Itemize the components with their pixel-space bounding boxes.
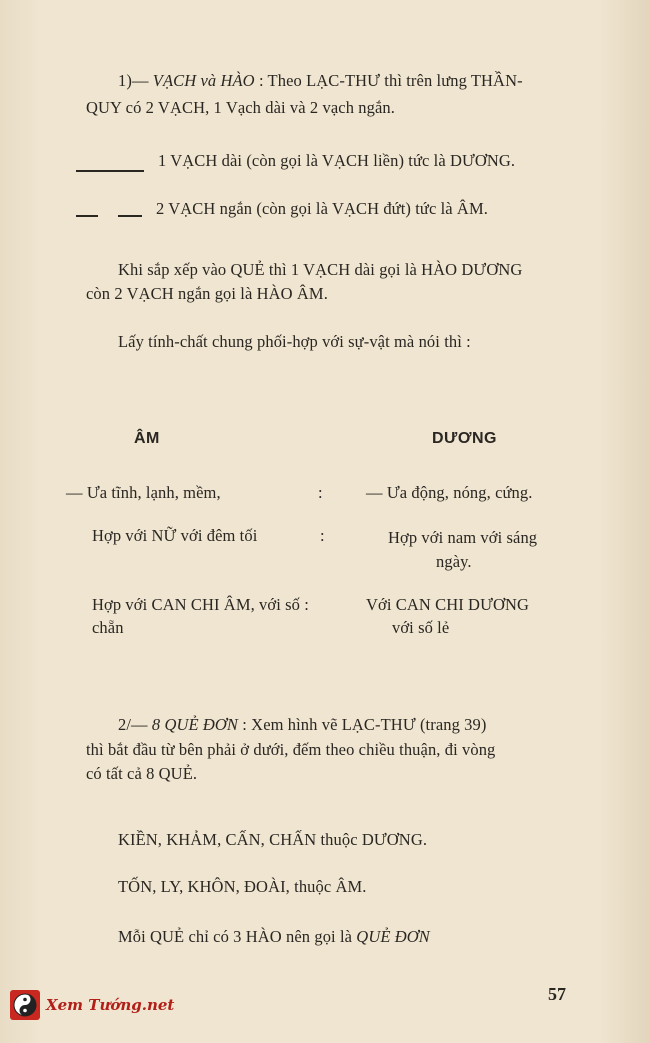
section1-heading: VẠCH và HÀO bbox=[152, 71, 255, 90]
long-line-symbol bbox=[76, 170, 144, 172]
para1-line1: Khi sắp xếp vào QUẺ thì 1 VẠCH dài gọi là HÀO DƯƠNG bbox=[118, 260, 523, 279]
row1-duong: — Ưa động, nóng, cứng. bbox=[366, 483, 533, 502]
short-line-symbol-1 bbox=[76, 215, 98, 217]
row2-am: Hợp với NỮ với đêm tối bbox=[92, 526, 258, 545]
section2-text: : Xem hình vẽ LẠC-THƯ (trang 39) bbox=[242, 715, 487, 734]
row3-duong-line1: Với CAN CHI DƯƠNG bbox=[366, 595, 530, 614]
para1-line2: còn 2 VẠCH ngắn gọi là HÀO ÂM. bbox=[86, 284, 328, 303]
watermark-text: Xem Tướng.net bbox=[46, 996, 175, 1014]
section2-line1 bbox=[118, 714, 486, 736]
row2-duong-line1: Hợp với nam với sáng bbox=[388, 528, 538, 547]
row1-am: — Ưa tĩnh, lạnh, mềm, bbox=[66, 483, 221, 502]
page-number: 57 bbox=[548, 984, 566, 1004]
row2-duong-line2: ngày. bbox=[436, 552, 472, 571]
row1-colon: : bbox=[318, 483, 323, 502]
row3-am-line1: Hợp với CAN CHI ÂM, với số : bbox=[92, 595, 309, 614]
column-heading-duong: DƯƠNG bbox=[432, 430, 497, 447]
column-heading-am: ÂM bbox=[134, 430, 160, 447]
section1-line2: QUY có 2 VẠCH, 1 Vạch dài và 2 vạch ngắn. bbox=[86, 98, 395, 117]
section2-line2: thì bắt đầu từ bên phải ở dưới, đếm theo chiều thuận, đi vòng bbox=[86, 740, 496, 759]
section2-number: 2/— bbox=[118, 715, 148, 734]
last-line bbox=[118, 926, 430, 948]
last-line-emphasis: QUẺ ĐƠN bbox=[356, 927, 430, 946]
section1-line1 bbox=[118, 70, 523, 92]
long-line-text: 1 VẠCH dài (còn gọi là VẠCH liền) tức là DƯƠNG. bbox=[158, 151, 516, 170]
row3-am-line2: chẵn bbox=[92, 618, 124, 637]
duong-list: KIỀN, KHẢM, CẤN, CHẤN thuộc DƯƠNG. bbox=[118, 830, 428, 849]
section2-heading: 8 QUẺ ĐƠN bbox=[151, 715, 239, 734]
short-line-text: 2 VẠCH ngắn (còn gọi là VẠCH đứt) tức là ÂM. bbox=[156, 199, 488, 218]
para2: Lấy tính-chất chung phối-hợp với sự-vật mà nói thì : bbox=[118, 332, 471, 351]
section2-line3: có tất cả 8 QUẺ. bbox=[86, 764, 198, 783]
last-line-text: Mỗi QUẺ chỉ có 3 HÀO nên gọi là bbox=[118, 927, 353, 946]
short-line-symbol-2 bbox=[118, 215, 142, 217]
section1-number: 1)— bbox=[118, 71, 149, 90]
row2-colon: : bbox=[320, 526, 325, 545]
am-list: TỐN, LY, KHÔN, ĐOÀI, thuộc ÂM. bbox=[118, 877, 367, 896]
section1-text: : Theo LẠC-THƯ thì trên lưng THẦN- bbox=[258, 71, 523, 90]
yin-yang-icon bbox=[10, 990, 40, 1020]
row3-duong-line2: với số lẻ bbox=[392, 618, 450, 637]
watermark-logo bbox=[10, 990, 180, 1026]
